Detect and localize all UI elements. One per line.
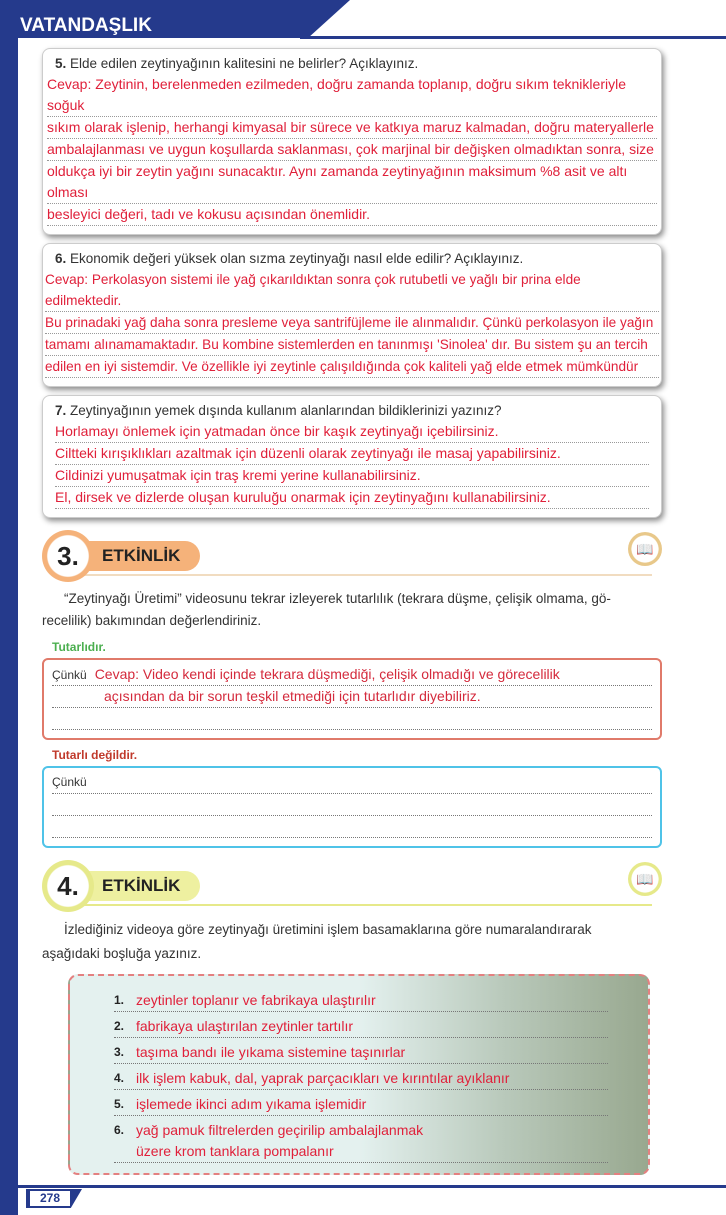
step-row[interactable] [114, 1068, 608, 1090]
header-line [300, 36, 726, 39]
question-7: 7. Zeytinyağının yemek dışında kullanım alanlarından bildiklerinizi yazınız? [55, 403, 502, 418]
answer-line[interactable] [52, 664, 652, 686]
consistent-answer-box[interactable] [42, 658, 662, 740]
activity-4-instruction-2: aşağıdaki boşluğa yazınız. [42, 946, 202, 961]
activity-4-instruction: İzlediğiniz videoya göre zeytinyağı üretimini işlem basamaklarına göre numaralandırarak aşağıdaki boşluğa yazınız. [42, 918, 662, 966]
step-row[interactable] [114, 990, 608, 1012]
footer [0, 1185, 726, 1215]
activity-title: ETKİNLİK [80, 541, 200, 571]
question-6-card [42, 243, 662, 387]
page-number: 278 [30, 1191, 70, 1206]
step-number: 6. [114, 1123, 125, 1137]
because-label: Çünkü [52, 775, 87, 789]
activity-3-header [42, 530, 662, 584]
step-row[interactable] [114, 1042, 608, 1064]
activity-3-badge [42, 530, 200, 582]
inconsistent-answer-box[interactable] [42, 766, 662, 848]
content [42, 48, 662, 1175]
answer-line[interactable] [52, 794, 652, 816]
step-answer: fabrikaya ulaştırılan zeytinler tartılır [136, 1018, 354, 1034]
step-answer: zeytinler toplanır ve fabrikaya ulaştırılır [136, 992, 376, 1008]
answer-line[interactable] [52, 772, 652, 794]
activity-3-answer: Cevap: Video kendi içinde tekrara düşmediği, çelişik olmadığı ve görecelilik [94, 666, 560, 682]
consistent-label: Tutarlıdır. [52, 640, 106, 654]
book-icon: 📖 [628, 862, 662, 896]
step-row[interactable] [114, 1016, 608, 1038]
question-7-card [42, 395, 662, 518]
activity-3-instruction: “Zeytinyağı Üretimi” videosunu tekrar izleyerek tutarlılık (tekrara düşme, çelişik olmama, gö- recelilik) bakımından değerlendiriniz. [42, 591, 611, 628]
step-answer: işlemede ikinci adım yıkama işlemidir [136, 1096, 367, 1112]
answer-line[interactable] [52, 686, 652, 708]
step-number: 2. [114, 1019, 125, 1033]
because-label: Çünkü [52, 668, 87, 682]
activity-number: 3. [42, 530, 94, 582]
steps-box [68, 974, 650, 1175]
activity-title: ETKİNLİK [80, 871, 200, 901]
question-5-card [42, 48, 662, 235]
step-row[interactable] [114, 1120, 608, 1163]
step-answer: taşıma bandı ile yıkama sistemine taşınırlar [136, 1044, 406, 1060]
inconsistent-label: Tutarlı değildir. [52, 748, 138, 762]
question-6: 6. Ekonomik değeri yüksek olan sızma zeytinyağı nasıl elde edilir? Açıklayınız. [55, 251, 524, 266]
question-5: 5. Elde edilen zeytinyağının kalitesini ne belirler? Açıklayınız. [55, 56, 419, 71]
left-bar [0, 0, 18, 1215]
step-number: 1. [114, 993, 125, 1007]
activity-number: 4. [42, 860, 94, 912]
answer-line[interactable] [52, 816, 652, 838]
answer-line[interactable] [52, 708, 652, 730]
subject-title: VATANDAŞLIK [20, 15, 152, 36]
step-number: 4. [114, 1071, 125, 1085]
activity-4-badge [42, 860, 200, 912]
step-row[interactable] [114, 1094, 608, 1116]
activity-3-answer: açısından da bir sorun teşkil etmediği için tutarlıdır diyebiliriz. [104, 688, 481, 704]
step-number: 5. [114, 1097, 125, 1111]
footer-line [18, 1185, 726, 1188]
header [0, 0, 726, 40]
step-answer: ilk işlem kabuk, dal, yaprak parçacıkları ve kırıntılar ayıklanır [136, 1070, 510, 1086]
step-number: 3. [114, 1045, 125, 1059]
answer-5[interactable]: Cevap: Zeytinin, berelenmeden ezilmeden, doğru zamanda toplanıp, doğru sıkım teknikleriyle soğuk sıkım olarak işlenip, herhangi kimyasal bir sürece ve katkıya maruz kalmadan, doğru materyallerle ambalajlanması ve uygun koşullarda saklanması, çok marjinal bir değişken olmadıktan sonra, size oldukça iyi bir zeytin yağını sunacaktır. Aynı zamanda zeytinyağının maksimum %8 asit ve altı olması besleyici değeri, tadı ve kokusu açısından önemlidir. [47, 74, 657, 226]
activity-4-header [42, 860, 662, 914]
book-icon: 📖 [628, 532, 662, 566]
answer-7[interactable]: Horlamayı önlemek için yatmadan önce bir kaşık zeytinyağı içebilirsiniz. Ciltteki kırışıklıkları azaltmak için düzenli olarak zeytinyağı ile masaj yapabilirsiniz. Cildinizi yumuşatmak için traş kremi yerine kullanabilirsiniz. El, dirsek ve dizlerde oluşan kuruluğu onarmak için zeytinyağını kullanabilirsiniz. [55, 421, 649, 509]
step-answer: yağ pamuk filtrelerden geçirilip ambalajlanmak üzere krom tanklara pompalanır [136, 1122, 424, 1159]
answer-6[interactable]: Cevap: Perkolasyon sistemi ile yağ çıkarıldıktan sonra çok rutubetli ve yağlı bir prina elde edilmektedir. Bu prinadaki yağ daha sonra presleme veya santrifüjleme ile alınmalıdır. Çünkü perkolasyon ile yağın tamamı alınamamaktadır. Bu kombine sistemlerden en tanınmışı 'Sinolea' dır. Bu sistem şu an tercih edilen en iyi sistemdir. Ve özellikle iyi zeytinle çalışıldığında çok kaliteli yağ elde etmek mümkündür [45, 269, 659, 378]
